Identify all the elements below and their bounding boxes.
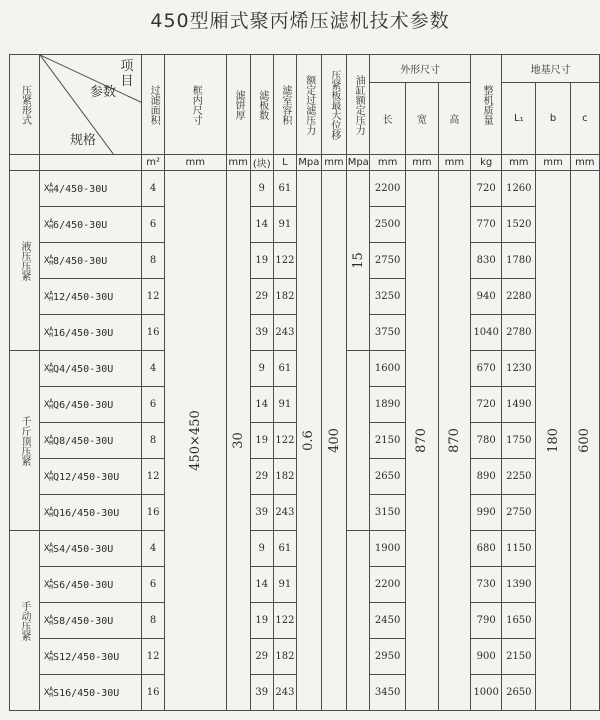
- filter-area-cell: 6: [142, 567, 165, 603]
- model-cell: XA M12/450-30U: [40, 279, 142, 315]
- weight-cell: 720: [471, 171, 502, 207]
- unit-cake-thickness: mm: [226, 155, 250, 171]
- chamber-volume-cell: 61: [273, 171, 296, 207]
- model-code: S6/450-30U: [53, 579, 114, 591]
- model-code: 16/450-30U: [53, 327, 114, 339]
- model-code: S16/450-30U: [53, 687, 120, 699]
- header-row-1: [10, 55, 600, 83]
- l1-cell: 1520: [502, 207, 536, 243]
- model-code: 6/450-30U: [53, 219, 108, 231]
- l1-cell: 1750: [502, 423, 536, 459]
- length-cell: 2150: [370, 423, 406, 459]
- filter-area-cell: 12: [142, 279, 165, 315]
- press-type-group: 液压压紧: [10, 171, 40, 351]
- model-cell: XA MQ12/450-30U: [40, 459, 142, 495]
- model-cell: XA MS12/450-30U: [40, 639, 142, 675]
- cake-thickness-value: 30: [226, 171, 250, 711]
- l1-cell: 2150: [502, 639, 536, 675]
- chamber-volume-cell: 182: [273, 639, 296, 675]
- weight-cell: 1000: [471, 675, 502, 711]
- chamber-volume-cell: 243: [273, 675, 296, 711]
- rated-pressure-header: 额定过滤压力: [297, 55, 321, 155]
- filter-area-cell: 6: [142, 387, 165, 423]
- l1-cell: 1150: [502, 531, 536, 567]
- cylinder-pressure-cell: 15: [347, 171, 370, 351]
- length-cell: 2750: [370, 243, 406, 279]
- model-cell: XA M4/450-30U: [40, 171, 142, 207]
- model-code: 12/450-30U: [53, 291, 114, 303]
- l1-cell: 1230: [502, 351, 536, 387]
- l1-cell: 1490: [502, 387, 536, 423]
- model-cell: XA MQ8/450-30U: [40, 423, 142, 459]
- filter-area-cell: 4: [142, 531, 165, 567]
- chamber-volume-cell: 91: [273, 567, 296, 603]
- weight-cell: 940: [471, 279, 502, 315]
- spec-table: [9, 54, 600, 711]
- weight-cell: 790: [471, 603, 502, 639]
- l1-cell: 1650: [502, 603, 536, 639]
- plate-count-cell: 29: [250, 459, 273, 495]
- l1-cell: 1390: [502, 567, 536, 603]
- weight-cell: 730: [471, 567, 502, 603]
- units-row: [10, 155, 600, 171]
- l1-cell: 2280: [502, 279, 536, 315]
- weight-cell: 990: [471, 495, 502, 531]
- filter-area-cell: 8: [142, 603, 165, 639]
- unit-c: mm: [570, 155, 599, 171]
- frame-size-header: 框内尺寸: [164, 55, 226, 155]
- model-code: Q8/450-30U: [53, 435, 114, 447]
- plate-count-cell: 29: [250, 639, 273, 675]
- plate-count-cell: 19: [250, 603, 273, 639]
- model-code: S4/450-30U: [53, 543, 114, 555]
- unit-height: mm: [438, 155, 471, 171]
- filter-area-cell: 4: [142, 351, 165, 387]
- filter-area-cell: 16: [142, 495, 165, 531]
- weight-header: 整机质量: [471, 55, 502, 155]
- length-cell: 2500: [370, 207, 406, 243]
- chamber-volume-cell: 61: [273, 531, 296, 567]
- weight-cell: 720: [471, 387, 502, 423]
- unit-cylinder-pressure: Mpa: [347, 155, 370, 171]
- l1-header: L₁: [502, 83, 536, 155]
- unit-width: mm: [406, 155, 439, 171]
- length-cell: 2650: [370, 459, 406, 495]
- chamber-volume-cell: 182: [273, 459, 296, 495]
- weight-cell: 770: [471, 207, 502, 243]
- chamber-volume-cell: 122: [273, 603, 296, 639]
- cylinder-pressure-cell: [347, 531, 370, 711]
- model-code: Q6/450-30U: [53, 399, 114, 411]
- plate-count-cell: 19: [250, 243, 273, 279]
- chamber-volume-cell: 61: [273, 351, 296, 387]
- weight-cell: 830: [471, 243, 502, 279]
- unit-weight: kg: [471, 155, 502, 171]
- model-cell: XA MQ4/450-30U: [40, 351, 142, 387]
- plate-count-cell: 14: [250, 207, 273, 243]
- foundation-header: 地基尺寸: [502, 55, 600, 83]
- model-code: 4/450-30U: [53, 183, 108, 195]
- weight-cell: 890: [471, 459, 502, 495]
- filter-area-cell: 12: [142, 459, 165, 495]
- model-cell: XA MQ6/450-30U: [40, 387, 142, 423]
- filter-area-cell: 16: [142, 675, 165, 711]
- model-cell: XA MS4/450-30U: [40, 531, 142, 567]
- model-cell: XA M6/450-30U: [40, 207, 142, 243]
- dimensions-header: 外形尺寸: [370, 55, 471, 83]
- c-value: 600: [570, 171, 599, 711]
- model-cell: XA MS8/450-30U: [40, 603, 142, 639]
- length-cell: 3750: [370, 315, 406, 351]
- rated-pressure-value: 0.6: [297, 171, 321, 711]
- length-cell: 2450: [370, 603, 406, 639]
- filter-area-cell: 4: [142, 171, 165, 207]
- width-value: 870: [406, 171, 439, 711]
- weight-cell: 900: [471, 639, 502, 675]
- press-type-group: 手动压紧: [10, 531, 40, 711]
- width-header: 宽: [406, 83, 439, 155]
- model-code: 8/450-30U: [53, 255, 108, 267]
- unit-max-stroke: mm: [321, 155, 347, 171]
- model-code: S8/450-30U: [53, 615, 114, 627]
- filter-area-cell: 8: [142, 243, 165, 279]
- plate-count-cell: 39: [250, 315, 273, 351]
- plate-count-cell: 29: [250, 279, 273, 315]
- cake-thickness-header: 滤饼厚: [226, 55, 250, 155]
- weight-cell: 670: [471, 351, 502, 387]
- unit-chamber-volume: L: [273, 155, 296, 171]
- c-header: c: [570, 83, 599, 155]
- model-cell: XA M16/450-30U: [40, 315, 142, 351]
- unit-rated-pressure: Mpa: [297, 155, 321, 171]
- chamber-volume-cell: 182: [273, 279, 296, 315]
- chamber-volume-cell: 91: [273, 207, 296, 243]
- l1-cell: 1260: [502, 171, 536, 207]
- l1-cell: 2250: [502, 459, 536, 495]
- filter-area-cell: 16: [142, 315, 165, 351]
- table-row: [10, 171, 600, 207]
- model-cell: XA MQ16/450-30U: [40, 495, 142, 531]
- model-code: Q12/450-30U: [53, 471, 120, 483]
- cylinder-pressure-cell: [347, 351, 370, 531]
- chamber-volume-cell: 122: [273, 243, 296, 279]
- model-cell: XA MS16/450-30U: [40, 675, 142, 711]
- filter-area-cell: 6: [142, 207, 165, 243]
- plate-count-cell: 39: [250, 675, 273, 711]
- length-header: 长: [370, 83, 406, 155]
- height-value: 870: [438, 171, 471, 711]
- length-cell: 1600: [370, 351, 406, 387]
- filter-area-cell: 12: [142, 639, 165, 675]
- model-code: Q4/450-30U: [53, 363, 114, 375]
- unit-plate-count: (块): [250, 155, 273, 171]
- length-cell: 1900: [370, 531, 406, 567]
- corner-param-label: 参数: [90, 85, 117, 100]
- corner-spec-label: 规格: [70, 133, 97, 148]
- corner-item-label: 项目: [120, 59, 134, 89]
- plate-count-cell: 19: [250, 423, 273, 459]
- plate-count-cell: 9: [250, 531, 273, 567]
- length-cell: 3450: [370, 675, 406, 711]
- model-cell: XA MS6/450-30U: [40, 567, 142, 603]
- length-cell: 3150: [370, 495, 406, 531]
- plate-count-cell: 39: [250, 495, 273, 531]
- chamber-volume-cell: 91: [273, 387, 296, 423]
- press-type-group: 千斤顶压紧: [10, 351, 40, 531]
- unit-length: mm: [370, 155, 406, 171]
- l1-cell: 2750: [502, 495, 536, 531]
- model-code: Q16/450-30U: [53, 507, 120, 519]
- length-cell: 2950: [370, 639, 406, 675]
- unit-filter-area: m²: [142, 155, 165, 171]
- b-header: b: [536, 83, 570, 155]
- plate-count-cell: 9: [250, 171, 273, 207]
- length-cell: 1890: [370, 387, 406, 423]
- unit-frame-size: mm: [164, 155, 226, 171]
- press-type-header: 压紧形式: [10, 55, 40, 155]
- l1-cell: 2650: [502, 675, 536, 711]
- b-value: 180: [536, 171, 570, 711]
- unit-b: mm: [536, 155, 570, 171]
- plate-count-cell: 14: [250, 387, 273, 423]
- chamber-volume-cell: 243: [273, 495, 296, 531]
- chamber-volume-header: 滤室容积: [273, 55, 296, 155]
- length-cell: 2200: [370, 171, 406, 207]
- max-stroke-value: 400: [321, 171, 347, 711]
- l1-cell: 2780: [502, 315, 536, 351]
- plate-count-cell: 9: [250, 351, 273, 387]
- filter-area-cell: 8: [142, 423, 165, 459]
- max-stroke-header: 压紧板最大位移: [321, 55, 347, 155]
- l1-cell: 1780: [502, 243, 536, 279]
- plate-count-cell: 14: [250, 567, 273, 603]
- cylinder-pressure-header: 油缸额定压力: [347, 55, 370, 155]
- unit-l1: mm: [502, 155, 536, 171]
- length-cell: 2200: [370, 567, 406, 603]
- weight-cell: 680: [471, 531, 502, 567]
- frame-size-value: 450×450: [164, 171, 226, 711]
- corner-header: [40, 55, 142, 155]
- height-header: 高: [438, 83, 471, 155]
- length-cell: 3250: [370, 279, 406, 315]
- model-code: S12/450-30U: [53, 651, 120, 663]
- plate-count-header: 滤板数: [250, 55, 273, 155]
- page-title: 450型厢式聚丙烯压滤机技术参数: [150, 10, 450, 32]
- weight-cell: 780: [471, 423, 502, 459]
- filter-area-header: 过滤面积: [142, 55, 165, 155]
- chamber-volume-cell: 243: [273, 315, 296, 351]
- model-cell: XA M8/450-30U: [40, 243, 142, 279]
- chamber-volume-cell: 122: [273, 423, 296, 459]
- weight-cell: 1040: [471, 315, 502, 351]
